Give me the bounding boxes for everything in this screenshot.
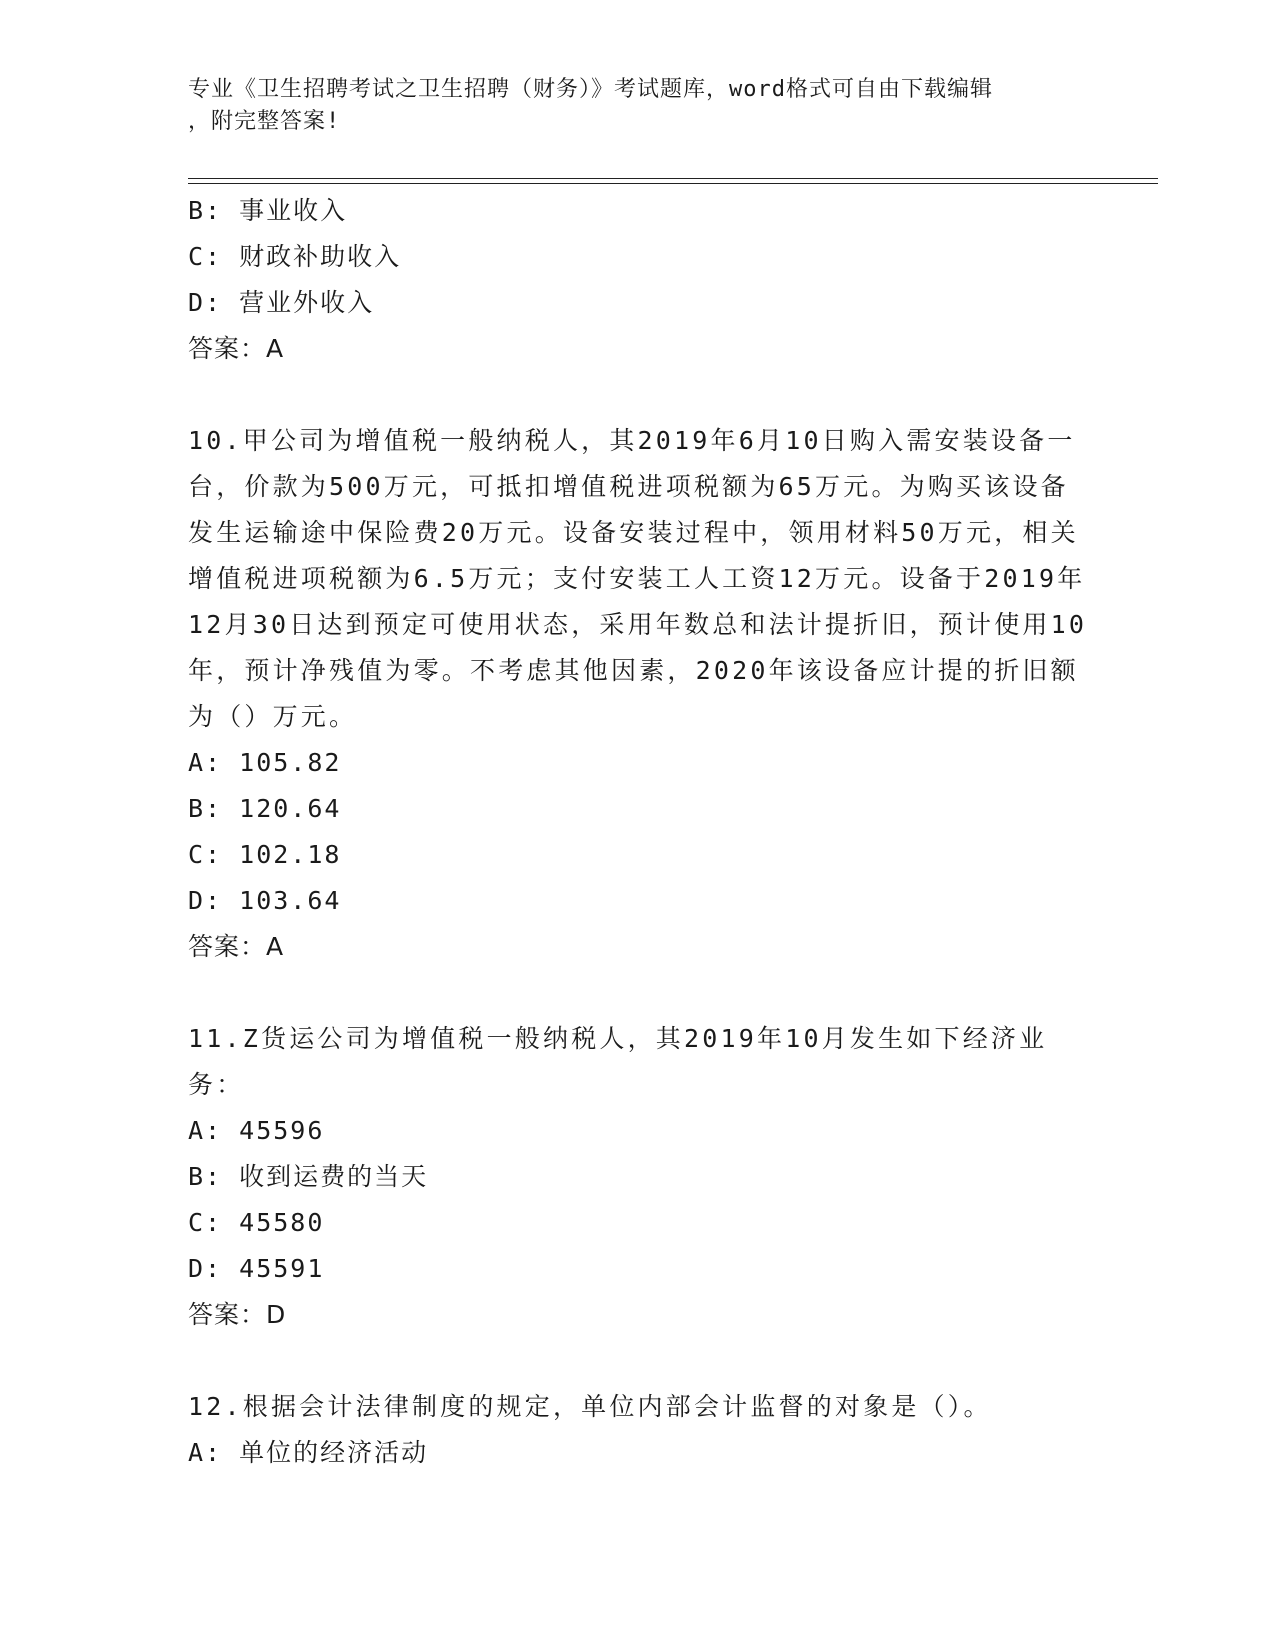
option-b: B: 收到运费的当天: [188, 1162, 429, 1191]
question-9-tail: [188, 188, 1088, 372]
option-c: C: 102.18: [188, 840, 342, 869]
option-d: D: 103.64: [188, 886, 342, 915]
page-header: [188, 74, 1088, 138]
question-10: [188, 418, 1088, 970]
option-d: D: 营业外收入: [188, 288, 375, 317]
question-12: [188, 1384, 1088, 1476]
option-d: D: 45591: [188, 1254, 325, 1283]
header-rule-bottom: [188, 183, 1158, 184]
option-a: A: 单位的经济活动: [188, 1438, 429, 1467]
question-text: 10.甲公司为增值税一般纳税人，其2019年6月10日购入需安装设备一台，价款为500万元，可抵扣增值税进项税额为65万元。为购买该设备发生运输途中保险费20万元。设备安装过程中，领用材料50万元，相关增值税进项税额为6.5万元；支付安装工人工资12万元。设备于2019年12月30日达到预定可使用状态，采用年数总和法计提折旧，预计使用10年，预计净残值为零。不考虑其他因素，2020年该设备应计提的折旧额为（）万元。: [188, 426, 1088, 731]
header-line-2: ，附完整答案!: [188, 109, 341, 134]
spacer: [188, 372, 1088, 418]
question-text: 11.Z货运公司为增值税一般纳税人，其2019年10月发生如下经济业务：: [188, 1024, 1048, 1099]
spacer: [188, 970, 1088, 1016]
option-c: C: 财政补助收入: [188, 242, 402, 271]
question-11: [188, 1016, 1088, 1338]
option-a: A: 45596: [188, 1116, 325, 1145]
option-b: B: 120.64: [188, 794, 342, 823]
option-c: C: 45580: [188, 1208, 325, 1237]
option-b: B: 事业收入: [188, 196, 348, 225]
answer-line: 答案：D: [188, 1300, 287, 1329]
spacer: [188, 1338, 1088, 1384]
question-text: 12.根据会计法律制度的规定，单位内部会计监督的对象是（）。: [188, 1392, 992, 1421]
document-body: [188, 188, 1088, 1476]
answer-line: 答案：A: [188, 932, 285, 961]
header-line-1: 专业《卫生招聘考试之卫生招聘（财务）》考试题库，word格式可自由下载编辑: [188, 77, 993, 102]
answer-line: 答案：A: [188, 334, 285, 363]
header-rule-top: [188, 178, 1158, 179]
option-a: A: 105.82: [188, 748, 342, 777]
